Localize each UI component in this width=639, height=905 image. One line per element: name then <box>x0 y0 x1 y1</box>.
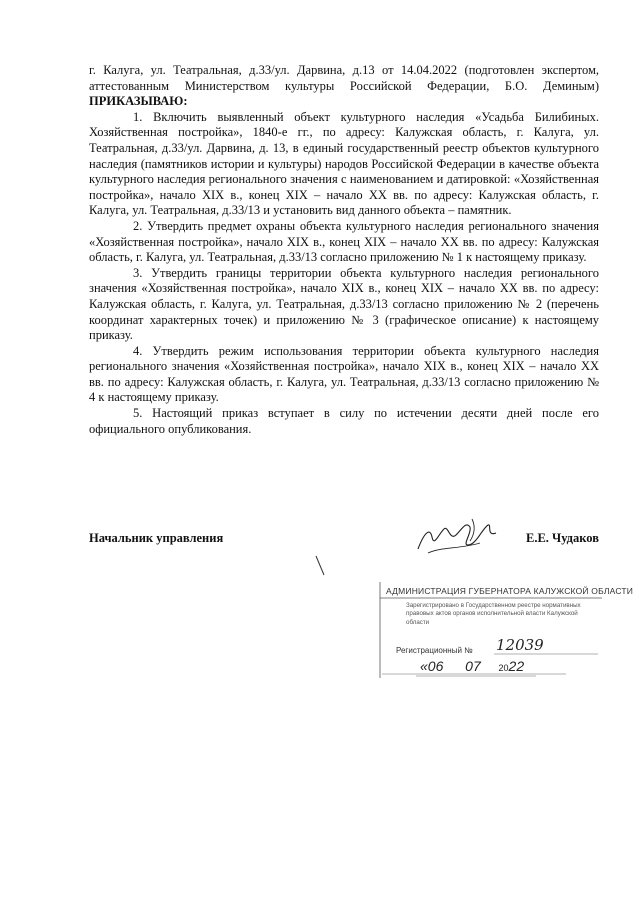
order-item-1: 1. Включить выявленный объект культурного наследия «Усадьба Билибиных. Хозяйственная постройка», 1840-е гг., по адресу: Калужская область, г. Калуга, ул. Театральная, д.33/ул. Дарвина, д. 13, в единый государственный реестр объектов культурного наследия (памятников истории и культуры) народов Российской Федерации в качестве объекта культурного наследия регионального значения с наименованием и датировкой: «Хозяйственная постройка», начало XIX в., конец XIX – начало XX вв. по адресу: Калужская область, г. Калуга, ул. Театральная, д.33/13 и установить вид данного объекта – памятник. <box>89 109 599 218</box>
handwritten-signature <box>410 515 505 560</box>
stamp-date: «06 07 2022 <box>420 658 525 674</box>
order-item-2: 2. Утвердить предмет охраны объекта культурного наследия регионального значения «Хозяйственная постройка», начало XIX в., конец XIX – начало XX вв. по адресу: Калужская область, г. Калуга, ул. Театральная, д.33/13 согласно приложению № 1 к настоящему приказу. <box>89 218 599 265</box>
stamp-header: АДМИНИСТРАЦИЯ ГУБЕРНАТОРА КАЛУЖСКОЙ ОБЛАСТИ <box>386 586 634 596</box>
registration-stamp <box>376 578 634 678</box>
stamp-date-month: 07 <box>465 658 481 674</box>
pen-mark <box>314 555 328 577</box>
document-body <box>89 63 599 437</box>
order-item-4: 4. Утвердить режим использования территории объекта культурного наследия регионального значения «Хозяйственная постройка», начало XIX в., конец XIX – начало XX вв. по адресу: Калужская область, г. Калуга, ул. Театральная, д.33/13 согласно приложению № 4 к настоящему приказу. <box>89 343 599 405</box>
order-word: ПРИКАЗЫВАЮ: <box>89 94 188 109</box>
stamp-reg-number: 12039 <box>496 636 544 654</box>
intro-text: г. Калуга, ул. Театральная, д.33/ул. Дарвина, д.13 от 14.04.2022 (подготовлен экспертом, аттестованным Министерством культуры Российской Федерации, Б.О. Деминым) <box>89 63 599 93</box>
signatory-title: Начальник управления <box>89 531 224 545</box>
stamp-date-year-suffix: 22 <box>508 658 525 674</box>
stamp-date-year-prefix: 20 <box>498 663 509 673</box>
signatory-name: Е.Е. Чудаков <box>526 531 599 545</box>
stamp-reg-label: Регистрационный № <box>396 646 473 655</box>
order-item-5: 5. Настоящий приказ вступает в силу по истечении десяти дней после его официального опубликования. <box>89 406 599 436</box>
intro-paragraph <box>89 63 599 110</box>
stamp-registration-text: Зарегистрировано в Государственном реестре нормативных правовых актов органов исполнительной власти Калужской области <box>406 602 581 626</box>
stamp-date-day: 06 <box>427 658 444 674</box>
order-item-3: 3. Утвердить границы территории объекта культурного наследия регионального значения «Хозяйственная постройка», начало XIX в., конец XIX – начало XX вв. по адресу: Калужская область, г. Калуга, ул. Театральная, д.33/13 согласно приложению № 2 (перечень координат характерных точек) и приложению № 3 (графическое описание) к настоящему приказу. <box>89 265 599 343</box>
